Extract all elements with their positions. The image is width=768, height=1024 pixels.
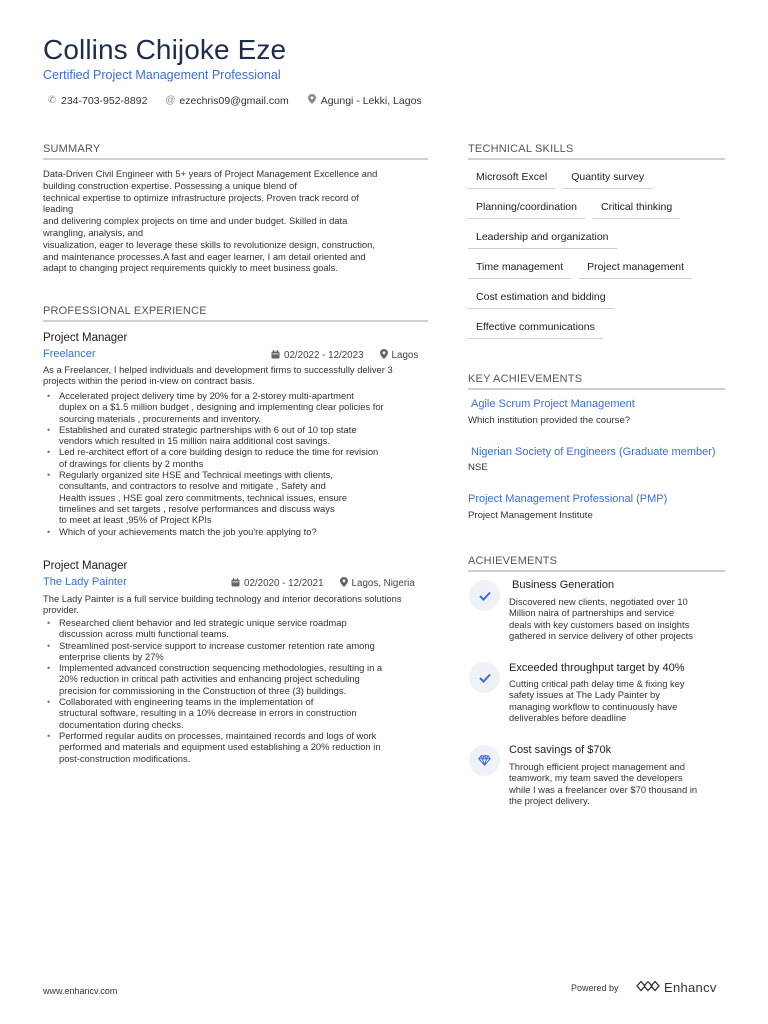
contact-location	[307, 94, 422, 107]
job-meta	[231, 577, 415, 590]
skill-tag: Cost estimation and bidding	[468, 286, 614, 309]
candidate-title: Certified Project Management Professional	[43, 68, 281, 82]
diamond-icon	[469, 745, 500, 776]
list-item: • Collaborated with engineering teams in the implementation of structural software, resulting in a 10% decrease in errors in construction documentation during checks.	[47, 696, 427, 730]
key-achievement-title: Nigerian Society of Engineers (Graduate member)	[471, 446, 716, 458]
key-achievements-heading: KEY ACHIEVEMENTS	[468, 373, 725, 390]
list-item: • Which of your achievements match the job you're applying to?	[47, 526, 427, 537]
calendar-icon	[271, 350, 280, 362]
checkmark-icon	[469, 662, 500, 693]
job-location: Lagos	[391, 350, 419, 361]
phone-icon: ✆	[47, 95, 57, 106]
job-bullets	[47, 617, 427, 764]
footer-url[interactable]: www.enhancv.com	[43, 986, 118, 996]
list-item: • Led re-architect effort of a core building design to reduce the time for revision of drawings for clients by 2 months	[47, 446, 427, 469]
skill-tag: Microsoft Excel	[468, 166, 555, 189]
job-meta	[271, 349, 418, 362]
job-company: Freelancer	[43, 348, 96, 360]
list-item: • Researched client behavior and led strategic unique service roadmap discussion across multi functional teams.	[47, 617, 427, 640]
list-item: • Accelerated project delivery time by 20% for a 2-storey multi-apartment duplex on a $1.5 million budget , designing and implementing clear policies for sourcing materials , procurements and inventory.	[47, 390, 427, 424]
job-description: The Lady Painter is a full service building technology and interior decorations solutions provider.	[43, 593, 402, 616]
candidate-name: Collins Chijoke Eze	[43, 34, 287, 65]
skill-tag: Critical thinking	[593, 196, 680, 219]
experience-heading: PROFESSIONAL EXPERIENCE	[43, 305, 428, 322]
job-bullets	[47, 390, 427, 537]
list-item: • Established and curated strategic partnerships with 6 out of 10 top state vendors which resulted in 15 million naira additional cost savings.	[47, 424, 427, 447]
location-pin-icon	[307, 94, 317, 107]
contact-email[interactable]	[165, 95, 288, 107]
phone-text: 234-703-952-8892	[61, 94, 148, 107]
checkmark-icon	[469, 580, 500, 611]
achievement-description: Discovered new clients, negotiated over 10 Million naira of partnerships and service deals with key customers based on insights gathered in service delivery of other projects	[509, 596, 693, 641]
list-item: • Performed regular audits on processes, maintained records and logs of work performed and materials and equipment used establishing a 20% reduction in post-construction modifications.	[47, 730, 427, 764]
location-text: Agungi - Lekki, Lagos	[320, 94, 422, 107]
achievements-heading: ACHIEVEMENTS	[468, 555, 725, 572]
job-description: As a Freelancer, I helped individuals and development firms to successfully deliver 3 projects within the period in-view on contract basis.	[43, 364, 393, 387]
skill-tag: Leadership and organization	[468, 226, 617, 249]
key-achievement-title: Project Management Professional (PMP)	[468, 493, 668, 505]
job-title: Project Manager	[43, 332, 128, 344]
contact-bar	[47, 94, 422, 107]
job-title: Project Manager	[43, 560, 128, 572]
location-pin-icon	[340, 577, 348, 590]
list-item: • Streamlined post-service support to increase customer retention rate among enterprise clients by 27%	[47, 640, 427, 663]
list-item: • Regularly organized site HSE and Technical meetings with clients, consultants, and contractors to resolve and mitigate , Safety and Health issues , HSE goal zero commitments, technical issues, ensure timelines and set targets , resolve performances and discuss ways to meet at least ,95% of Project KPIs	[47, 469, 427, 525]
skill-tag: Project management	[579, 256, 692, 279]
key-achievement-subtitle: Which institution provided the course?	[468, 415, 631, 426]
skill-tag: Effective communications	[468, 316, 603, 339]
achievement-title: Business Generation	[512, 579, 615, 591]
key-achievement-title: Agile Scrum Project Management	[471, 398, 635, 410]
skills-list	[468, 166, 728, 346]
footer-brand[interactable]	[636, 980, 717, 995]
key-achievement-subtitle: Project Management Institute	[468, 510, 593, 521]
skill-tag: Planning/coordination	[468, 196, 585, 219]
skill-tag: Quantity survey	[563, 166, 652, 189]
enhancv-logo-icon	[636, 980, 660, 995]
summary-heading: SUMMARY	[43, 143, 428, 160]
key-achievement-subtitle: NSE	[468, 462, 488, 473]
achievement-title: Exceeded throughput target by 40%	[509, 662, 685, 674]
summary-text: Data-Driven Civil Engineer with 5+ years of Project Management Excellence and building construction expertise. Possessing a unique blend of technical expertise to optimize infrastructure projects. Proven track record of leading and delivering complex projects on time and under budget. Skilled in data wrangling, analysis, and visualization, eager to leverage these skills to revolutionize design, construction, and maintenance processes.A fast and eager learner, I am detail oriented and adapt to changing project requirements quickly to meet business goals.	[43, 168, 378, 274]
achievement-description: Cutting critical path delay time & fixing key safety issues at The Lady Painter by managing workflow to continuously have deliverables before deadline	[509, 678, 685, 723]
job-dates: 02/2020 - 12/2021	[244, 578, 324, 589]
job-company: The Lady Painter	[43, 576, 127, 588]
calendar-icon	[231, 578, 240, 590]
at-icon: @	[165, 95, 176, 106]
skills-heading: TECHNICAL SKILLS	[468, 143, 725, 160]
achievement-title: Cost savings of $70k	[509, 744, 612, 756]
list-item: • Implemented advanced construction sequencing methodologies, resulting in a 20% reduction in critical path activities and enhancing project scheduling precision for commissioning in the Construction of three (3) buildings.	[47, 662, 427, 696]
skill-tag: Time management	[468, 256, 571, 279]
contact-phone[interactable]	[47, 95, 147, 107]
footer-brand-name: Enhancv	[664, 980, 717, 995]
email-text: ezechris09@gmail.com	[179, 94, 289, 107]
footer-powered-by: Powered by	[571, 983, 619, 993]
job-dates: 02/2022 - 12/2023	[284, 350, 364, 361]
achievement-description: Through efficient project management and teamwork, my team saved the developers while I was a freelancer over $70 thousand in the project delivery.	[509, 761, 698, 806]
location-pin-icon	[380, 349, 388, 362]
job-location: Lagos, Nigeria	[351, 578, 415, 589]
